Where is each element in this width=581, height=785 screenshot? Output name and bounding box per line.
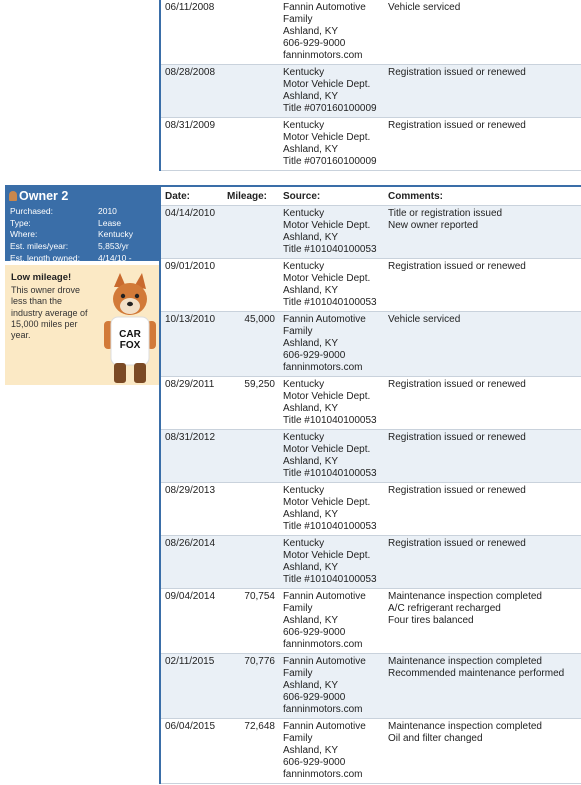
row-source: Kentucky Motor Vehicle Dept. Ashland, KY Title #101040100053 [283, 538, 377, 585]
row-comments: Maintenance inspection completed A/C refrigerant recharged Four tires balanced [388, 591, 542, 626]
row-date: 02/11/2015 [165, 656, 215, 667]
table-row [161, 0, 581, 65]
row-comments: Vehicle serviced [388, 314, 461, 325]
owner-title [9, 189, 68, 203]
row-comments: Registration issued or renewed [388, 538, 526, 549]
table-row [161, 719, 581, 784]
row-source: Kentucky Motor Vehicle Dept. Ashland, KY Title #101040100053 [283, 379, 377, 426]
table-row [161, 259, 581, 312]
row-source: Fannin Automotive Family Ashland, KY 606-929-9000 fanninmotors.com [283, 721, 366, 780]
callout-title: Low mileage! [11, 272, 72, 283]
row-source: Kentucky Motor Vehicle Dept. Ashland, KY Title #070160100009 [283, 67, 377, 114]
row-comments: Registration issued or renewed [388, 67, 526, 78]
row-source: Kentucky Motor Vehicle Dept. Ashland, KY Title #101040100053 [283, 485, 377, 532]
table-row [161, 377, 581, 430]
row-source: Kentucky Motor Vehicle Dept. Ashland, KY Title #101040100053 [283, 208, 377, 255]
row-source: Kentucky Motor Vehicle Dept. Ashland, KY Title #070160100009 [283, 120, 377, 167]
row-source: Fannin Automotive Family Ashland, KY 606-929-9000 fanninmotors.com [283, 314, 366, 373]
low-mileage-callout [5, 265, 159, 385]
row-source: Fannin Automotive Family Ashland, KY 606-929-9000 fanninmotors.com [283, 591, 366, 650]
detail-value: 2010 [98, 206, 117, 216]
header-source: Source: [283, 191, 321, 202]
row-date: 04/14/2010 [165, 208, 216, 219]
row-date: 08/28/2008 [165, 67, 216, 78]
detail-value: Kentucky [98, 229, 133, 240]
table-row [161, 206, 581, 259]
row-date: 08/29/2013 [165, 485, 216, 496]
detail-label: Purchased: [10, 206, 53, 216]
table-header [161, 187, 581, 206]
detail-value: 4/14/10 - [98, 252, 132, 263]
row-comments: Maintenance inspection completed Oil and filter changed [388, 721, 542, 744]
detail-label: Type: [10, 217, 31, 228]
table-row [161, 312, 581, 377]
row-date: 09/01/2010 [165, 261, 216, 272]
row-date: 10/13/2010 [165, 314, 216, 325]
table-row [161, 118, 581, 171]
table-row [161, 654, 581, 719]
row-source: Fannin Automotive Family Ashland, KY 606-929-9000 fanninmotors.com [283, 2, 366, 61]
row-comments: Registration issued or renewed [388, 379, 526, 390]
row-comments: Registration issued or renewed [388, 432, 526, 443]
row-date: 08/31/2009 [165, 120, 216, 131]
row-comments: Vehicle serviced [388, 2, 461, 13]
owner-title-text: Owner 2 [19, 189, 69, 203]
table-row [161, 483, 581, 536]
callout-body: This owner drove less than the industry average of 15,000 miles per year. [11, 285, 88, 341]
table-row [161, 430, 581, 483]
detail-value: Lease [98, 217, 122, 228]
table-row [161, 536, 581, 589]
row-mileage: 45,000 [244, 314, 275, 325]
row-source: Fannin Automotive Family Ashland, KY 606-929-9000 fanninmotors.com [283, 656, 366, 715]
mascot-shirt-text: CAR FOX [119, 329, 141, 351]
owner-records-table [159, 185, 581, 784]
row-date: 08/26/2014 [165, 538, 216, 549]
row-date: 06/04/2015 [165, 721, 216, 732]
detail-label: Where: [10, 229, 38, 240]
row-comments: Registration issued or renewed [388, 485, 526, 496]
table-row [161, 589, 581, 654]
row-mileage: 70,754 [244, 591, 275, 602]
row-mileage: 70,776 [244, 656, 275, 667]
person-icon [9, 191, 17, 201]
header-date: Date: [165, 191, 191, 202]
header-comments: Comments: [388, 191, 444, 202]
detail-label: Est. length owned: [10, 252, 80, 263]
row-mileage: 72,648 [244, 721, 275, 732]
owner-summary-panel [5, 185, 159, 261]
previous-owner-records [159, 0, 581, 171]
row-date: 06/11/2008 [165, 2, 215, 13]
carfox-mascot-icon [100, 273, 160, 385]
row-comments: Title or registration issued New owner reported [388, 208, 503, 231]
row-date: 08/31/2012 [165, 432, 216, 443]
detail-value: 5,853/yr [98, 241, 129, 252]
row-comments: Registration issued or renewed [388, 261, 526, 272]
row-mileage: 59,250 [244, 379, 275, 390]
row-source: Kentucky Motor Vehicle Dept. Ashland, KY Title #101040100053 [283, 432, 377, 479]
header-mileage: Mileage: [227, 191, 268, 202]
row-source: Kentucky Motor Vehicle Dept. Ashland, KY Title #101040100053 [283, 261, 377, 308]
row-comments: Maintenance inspection completed Recommended maintenance performed [388, 656, 565, 679]
detail-label: Est. miles/year: [10, 241, 69, 252]
row-date: 08/29/2011 [165, 379, 215, 390]
row-comments: Registration issued or renewed [388, 120, 526, 131]
row-date: 09/04/2014 [165, 591, 216, 602]
table-row [161, 65, 581, 118]
